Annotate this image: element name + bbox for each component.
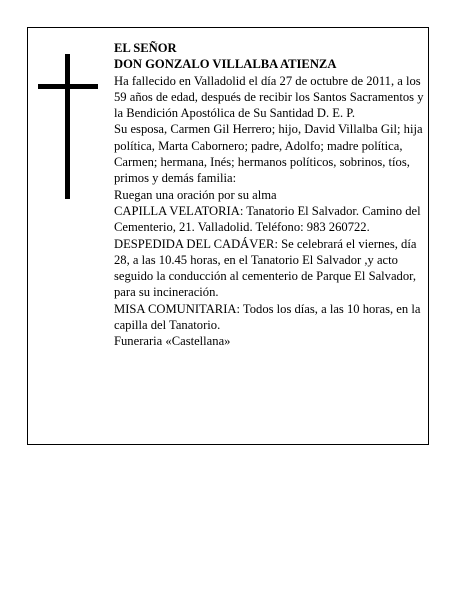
cross-horizontal-bar [38,84,98,89]
prayer-request: Ruegan una oración por su alma [114,187,277,202]
deceased-name: DON GONZALO VILLALBA ATIENZA [114,57,337,72]
cross-vertical-bar [65,54,70,199]
funeral-home: Funeraria «Castellana» [114,334,231,349]
cross-icon [38,54,98,199]
death-announcement: Ha fallecido en Valladolid el día 27 de octubre de 2011, a los 59 años de edad, después de recibir los Santos Sacramentos y la Bendición Apostólica de Su Santidad D. E. P. [114,73,424,121]
family-list: Su esposa, Carmen Gil Herrero; hijo, David Villalba Gil; hija política, Marta Cabornero; padre, Adolfo; madre política, Carmen; hermana, Inés; hermanos políticos, sobrinos, tíos, primos y demás familia: [114,122,423,186]
obituary-text [114,40,424,350]
chapel-info: CAPILLA VELATORIA: Tanatorio El Salvador. Camino del Cementerio, 21. Valladolid. Teléfono: 983 260722. [114,203,421,235]
farewell-info: DESPEDIDA DEL CADÁVER: Se celebrará el viernes, día 28, a las 10.45 horas, en el Tanatorio El Salvador ,y acto seguido la conducción al cementerio de Parque El Salvador, para su incineración. [114,236,417,300]
mass-info: MISA COMUNITARIA: Todos los días, a las 10 horas, en la capilla del Tanatorio. [114,301,421,333]
obituary-title: EL SEÑOR [114,41,177,55]
obituary-notice [27,27,429,445]
